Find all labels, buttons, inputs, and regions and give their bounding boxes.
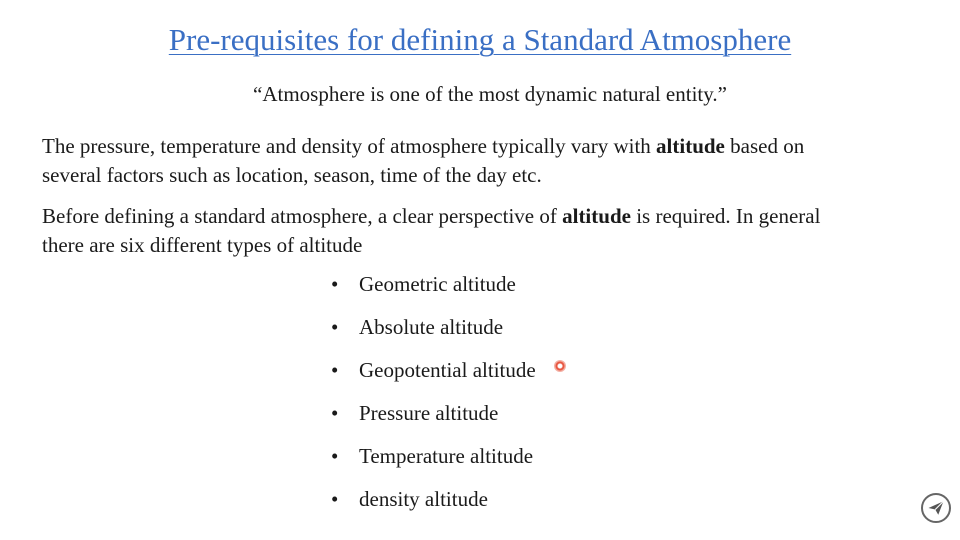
bullet-icon: •	[331, 487, 339, 511]
list-item	[331, 441, 536, 484]
bullet-icon: •	[331, 401, 339, 425]
altitude-types-list	[331, 269, 536, 527]
paragraph-variation	[42, 132, 942, 190]
text-segment: is required. In general	[630, 204, 821, 228]
list-item-label: Pressure altitude	[359, 401, 499, 425]
list-item-label: Geopotential altitude	[359, 358, 536, 382]
list-item	[331, 484, 536, 527]
bullet-icon: •	[331, 444, 339, 468]
laser-pointer-icon	[554, 360, 566, 372]
list-item-label: density altitude	[359, 487, 488, 511]
paragraph-line	[42, 202, 942, 231]
list-item	[331, 355, 536, 398]
list-item-label: Absolute altitude	[359, 315, 504, 339]
bold-term: altitude	[656, 134, 725, 158]
paragraph-line: there are six different types of altitude	[42, 233, 363, 257]
paragraph-line	[42, 132, 942, 161]
send-button[interactable]	[921, 493, 951, 523]
quote: “Atmosphere is one of the most dynamic natural entity.”	[253, 82, 727, 106]
bullet-icon: •	[331, 315, 339, 339]
paragraph-altitude-types	[42, 202, 942, 260]
list-item	[331, 269, 536, 312]
slide-title: Pre-requisites for defining a Standard Atmosphere	[168, 22, 792, 57]
list-item	[331, 398, 536, 441]
list-item-label: Temperature altitude	[359, 444, 534, 468]
paper-plane-icon	[927, 499, 945, 517]
paragraph-line: several factors such as location, season, time of the day etc.	[42, 163, 542, 187]
bullet-icon: •	[331, 272, 339, 296]
text-segment: Before defining a standard atmosphere, a clear perspective of	[42, 204, 563, 228]
list-item	[331, 312, 536, 355]
bullet-icon: •	[331, 358, 339, 382]
list-item-label: Geometric altitude	[359, 272, 516, 296]
bold-term: altitude	[562, 204, 631, 228]
text-segment: The pressure, temperature and density of atmosphere typically vary with	[42, 134, 657, 158]
text-segment: based on	[724, 134, 805, 158]
